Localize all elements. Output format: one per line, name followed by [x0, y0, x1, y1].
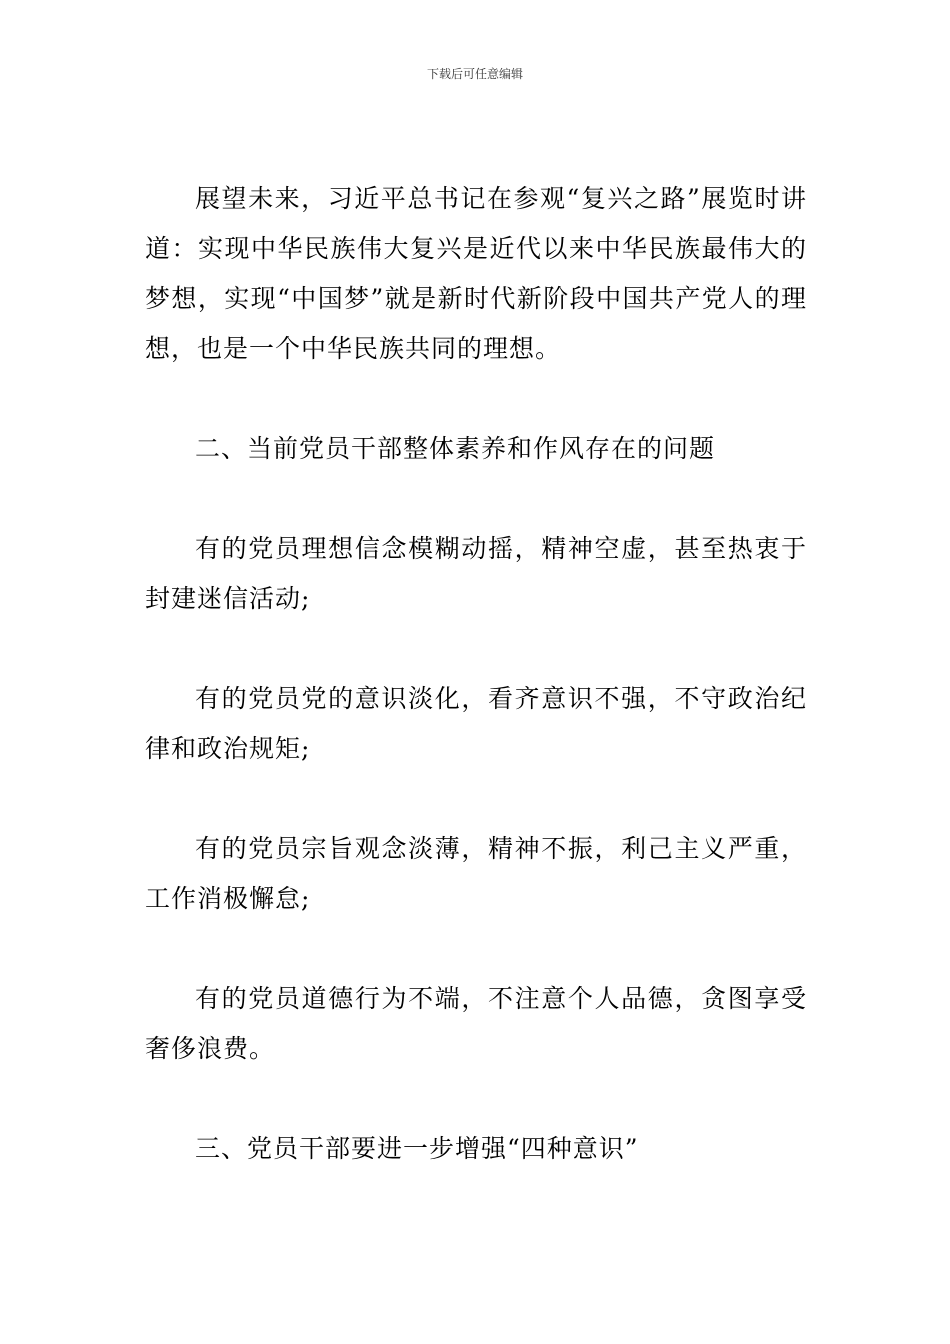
header-note: 下载后可任意编辑: [426, 67, 523, 81]
paragraph-gap: [145, 1074, 807, 1124]
document-body: [145, 174, 807, 1174]
paragraph-item-3: 有的党员宗旨观念淡薄，精神不振，利己主义严重，工作消极懈怠;: [145, 834, 807, 913]
paragraph-gap: [145, 374, 807, 424]
paragraph-gap: [145, 924, 807, 974]
paragraph-item-2: 有的党员党的意识淡化，看齐意识不强，不守政治纪律和政治规矩;: [145, 684, 807, 763]
section-heading-3: 三、党员干部要进一步增强“四种意识”: [195, 1134, 639, 1163]
section-heading-2: 二、当前党员干部整体素养和作风存在的问题: [195, 434, 716, 463]
paragraph-gap: [145, 774, 807, 824]
paragraph-outlook: 展望未来，习近平总书记在参观“复兴之路”展览时讲道：实现中华民族伟大复兴是近代以来中华民族最伟大的梦想，实现“中国梦”就是新时代新阶段中国共产党人的理想，也是一个中华民族共同的理想。: [145, 184, 807, 363]
paragraph-item-4: 有的党员道德行为不端，不注意个人品德，贪图享受奢侈浪费。: [145, 984, 807, 1063]
paragraph-gap: [145, 474, 807, 524]
paragraph-gap: [145, 624, 807, 674]
paragraph-item-1: 有的党员理想信念模糊动摇，精神空虚，甚至热衷于封建迷信活动;: [145, 534, 807, 613]
